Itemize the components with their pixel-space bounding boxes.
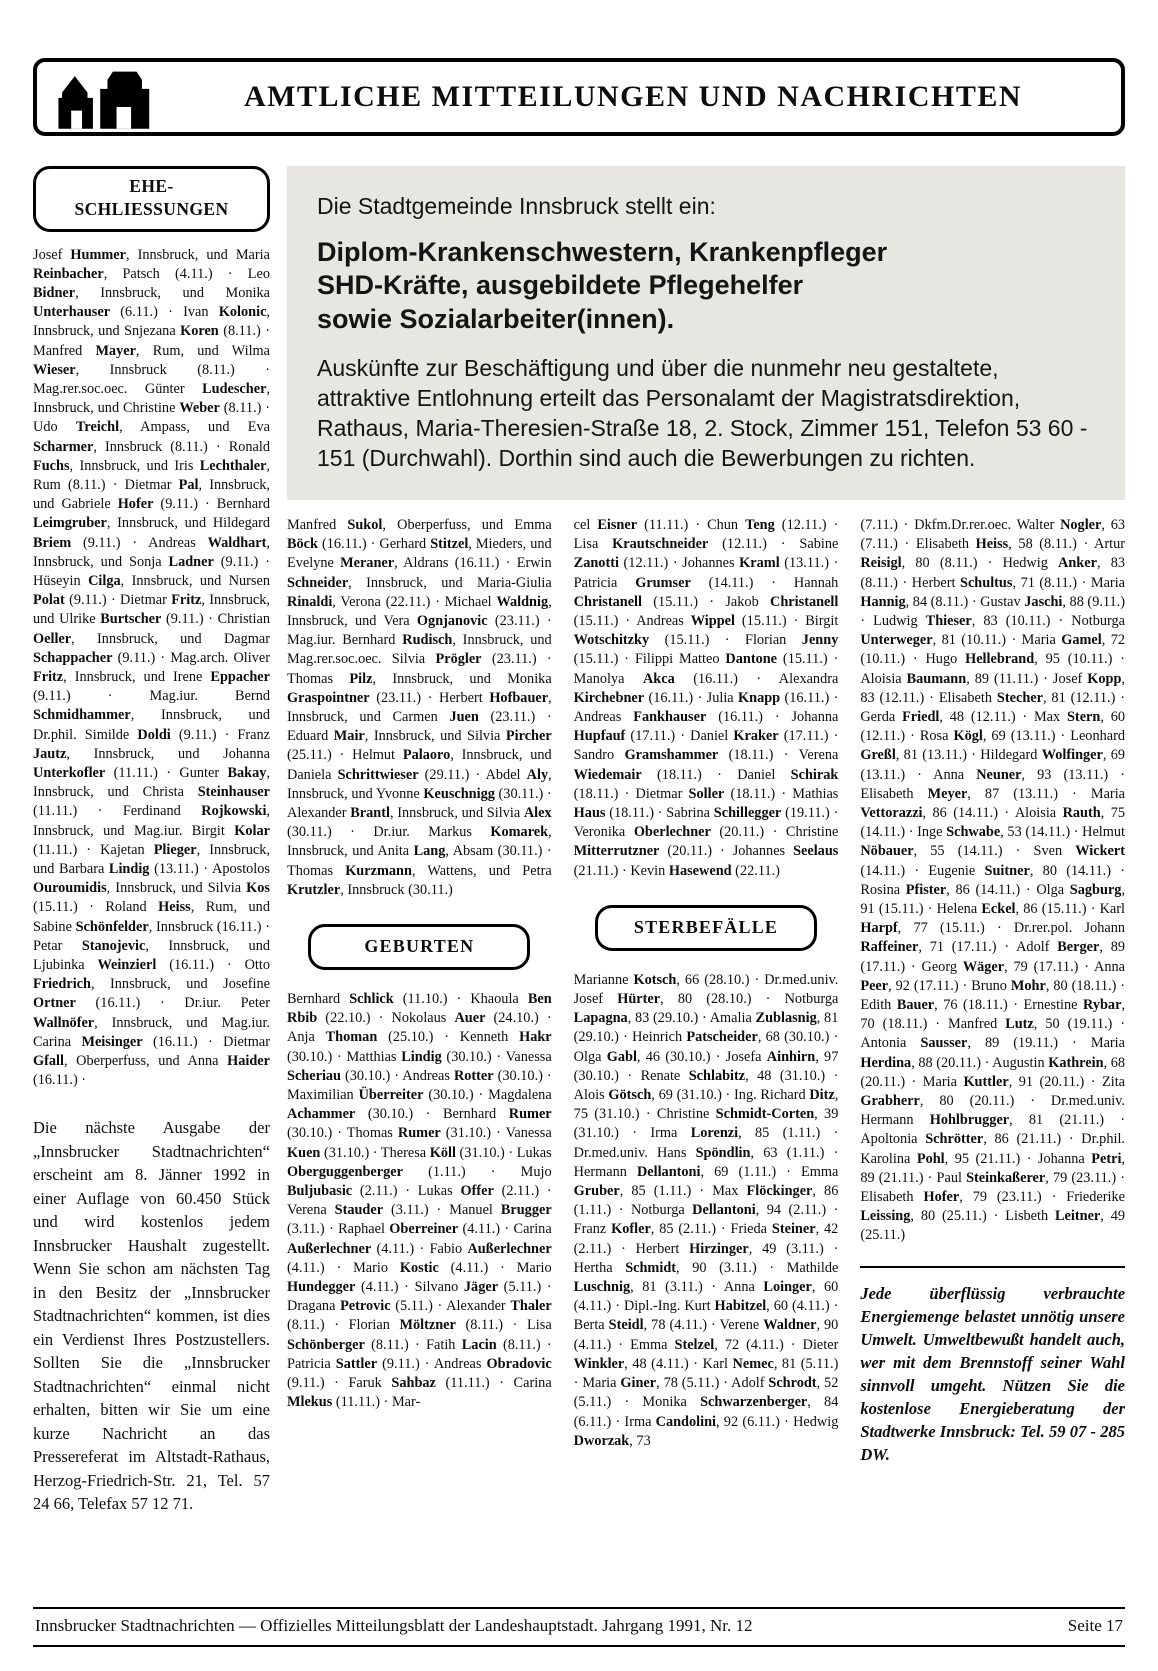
- births-text-part1: Bernhard Schlick (11.10.) · Khaoula Ben Rbib (22.10.) · Nokolaus Auer (24.10.) · Anja Thoman (25.10.) · Kenneth Hakr (30.10.) · Matthias Lindig (30.10.) · Vanessa Scheriau (30.10.) · Andreas Rotter (30.10.) · Maximilian Überreiter (30.10.) · Magdalena Achammer (30.10.) · Bernhard Rumer (30.10.) · Thomas Rumer (31.10.) · Vanessa Kuen (31.10.) · Theresa Köll (31.10.) · Lukas Oberguggenberger (1.11.) · Mujo Buljubasic (2.11.) · Lukas Offer (2.11.) · Verena Stauder (3.11.) · Manuel Brugger (3.11.) · Raphael Oberreiner (4.11.) · Carina Außerlechner (4.11.) · Fabio Außerlechner (4.11.) · Mario Kostic (4.11.) · Mario Hundegger (4.11.) · Silvano Jäger (5.11.) · Dragana Petrovic (5.11.) · Alexander Thaler (8.11.) · Florian Möltzner (8.11.) · Lisa Schönberger (8.11.) · Fatih Lacin (8.11.) · Patricia Sattler (9.11.) · Andreas Obradovic (9.11.) · Faruk Sahbaz (11.11.) · Carina Mlekus (11.11.) · Mar-: [287, 991, 552, 1411]
- deaths-text-part2: (7.11.) · Dkfm.Dr.rer.oec. Walter Nogler, 63 (7.11.) · Elisabeth Heiss, 58 (8.11.) · Artur Reisigl, 80 (8.11.) · Hedwig Anker, 83 (8.11.) · Herbert Schultus, 71 (8.11.) · Maria Hannig, 84 (8.11.) · Gustav Jaschi, 88 (9.11.) · Ludwig Thieser, 83 (10.11.) · Notburga Unterweger, 81 (10.11.) · Maria Gamel, 72 (10.11.) · Hugo Hellebrand, 95 (10.11.) · Aloisia Baumann, 89 (11.11.) · Josef Kopp, 83 (12.11.) · Elisabeth Stecher, 81 (12.11.) · Gerda Friedl, 48 (12.11.) · Max Stern, 60 (12.11.) · Rosa Kögl, 69 (13.11.) · Leonhard Greßl, 81 (13.11.) · Hildegard Wolfinger, 69 (13.11.) · Anna Neuner, 93 (13.11.) · Elisabeth Meyer, 87 (13.11.) · Maria Vettorazzi, 86 (14.11.) · Aloisia Rauth, 75 (14.11.) · Inge Schwabe, 53 (14.11.) · Helmut Nöbauer, 55 (14.11.) · Sven Wickert (14.11.) · Eugenie Suitner, 80 (14.11.) · Rosina Pfister, 86 (14.11.) · Olga Sagburg, 91 (15.11.) · Helena Eckel, 86 (15.11.) · Karl Harpf, 77 (15.11.) · Dr.rer.pol. Johann Raffeiner, 71 (17.11.) · Adolf Berger, 89 (17.11.) · Georg Wäger, 79 (17.11.) · Anna Peer, 92 (17.11.) · Bruno Mohr, 80 (18.11.) · Edith Bauer, 76 (18.11.) · Ernestine Rybar, 70 (18.11.) · Manfred Lutz, 50 (19.11.) · Antonia Sausser, 89 (19.11.) · Maria Herdina, 88 (20.11.) · Augustin Kathrein, 68 (20.11.) · Maria Kuttler, 91 (20.11.) · Zita Grabherr, 80 (20.11.) · Dr.med.univ. Hermann Hohlbrugger, 81 (21.11.) · Apoltonia Schrötter, 86 (21.11.) · Dr.phil. Karolina Pohl, 95 (21.11.) · Johanna Petri, 89 (21.11.) · Paul Steinkaßerer, 79 (23.11.) · Elisabeth Hofer, 79 (23.11.) · Friederike Leissing, 80 (25.11.) · Lisbeth Leitner, 49 (25.11.): [860, 516, 1126, 1244]
- masthead-title: AMTLICHE MITTEILUNGEN UND NACHRICHTEN: [243, 80, 1023, 113]
- city-buildings-silhouette-icon: [53, 65, 171, 129]
- column-marriages: [33, 166, 270, 1516]
- marriages-text-part1: Josef Hummer, Innsbruck, und Maria Reinbacher, Patsch (4.11.) · Leo Bidner, Innsbruck, und Monika Unterhauser (6.11.) · Ivan Kolonic, Innsbruck, und Snjezana Koren (8.11.) · Manfred Mayer, Rum, und Wilma Wieser, Innsbruck (8.11.) · Mag.rer.soc.oec. Günter Ludescher, Innsbruck, und Christine Weber (8.11.) · Udo Treichl, Ampass, und Eva Scharmer, Innsbruck (8.11.) · Ronald Fuchs, Innsbruck, und Iris Lechthaler, Rum (8.11.) · Dietmar Pal, Innsbruck, und Gabriele Hofer (9.11.) · Bernhard Leimgruber, Innsbruck, und Hildegard Briem (9.11.) · Andreas Waldhart, Innsbruck, und Sonja Ladner (9.11.) · Hüseyin Cilga, Innsbruck, und Nursen Polat (9.11.) · Dietmar Fritz, Innsbruck, und Ulrike Burtscher (9.11.) · Christian Oeller, Innsbruck, und Dagmar Schappacher (9.11.) · Mag.arch. Oliver Fritz, Innsbruck, und Irene Eppacher (9.11.) · Mag.iur. Bernd Schmidhammer, Innsbruck, und Dr.phil. Similde Doldi (9.11.) · Franz Jautz, Innsbruck, und Johanna Unterkofler (11.11.) · Gunter Bakay, Innsbruck, und Christa Steinhauser (11.11.) · Ferdinand Rojkowski, Innsbruck, und Mag.iur. Birgit Kolar (11.11.) · Kajetan Plieger, Innsbruck, und Barbara Lindig (13.11.) · Apostolos Ouroumidis, Innsbruck, und Silvia Kos (15.11.) · Roland Heiss, Rum, und Sabine Schönfelder, Innsbruck (16.11.) · Petar Stanojevic, Innsbruck, und Ljubinka Weinzierl (16.11.) · Otto Friedrich, Innsbruck, und Josefine Ortner (16.11.) · Dr.iur. Peter Wallnöfer, Innsbruck, und Mag.iur. Carina Meisinger (16.11.) · Dietmar Gfall, Oberperfuss, und Anna Haider (16.11.) ·: [33, 246, 271, 1089]
- job-ad-body: Auskünfte zur Beschäftigung und über die nunmehr neu gestaltete, attraktive Entlohnung erteilt das Personalamt der Magistratsdirektion, Rathaus, Maria-Theresien-Straße 18, 2. Stock, Zimmer 151, Telefon 53 60 - 151 (Durchwahl). Dorthin sind auch die Bewerbungen zu richten.: [317, 355, 1088, 472]
- births-text-part2: cel Eisner (11.11.) · Chun Teng (12.11.) · Lisa Krautschneider (12.11.) · Sabine Zanotti (12.11.) · Johannes Kraml (13.11.) · Patricia Grumser (14.11.) · Hannah Christanell (15.11.) · Jakob Christanell (15.11.) · Andreas Wippel (15.11.) · Birgit Wotschitzky (15.11.) · Florian Jenny (15.11.) · Filippi Matteo Dantone (15.11.) · Manolya Akca (16.11.) · Alexandra Kirchebner (16.11.) · Julia Knapp (16.11.) · Andreas Fankhauser (16.11.) · Johanna Hupfauf (17.11.) · Daniel Kraker (17.11.) · Sandro Gramshammer (18.11.) · Verena Wiedemair (18.11.) · Daniel Schirak (18.11.) · Dietmar Soller (18.11.) · Mathias Haus (18.11.) · Sabrina Schillegger (19.11.) · Veronika Oberlechner (20.11.) · Christine Mitterrutzner (20.11.) · Johannes Seelaus (21.11.) · Kevin Hasewend (22.11.): [573, 516, 839, 879]
- job-ad-headline: [317, 236, 1095, 336]
- section-heading-births: GEBURTEN: [308, 924, 530, 970]
- next-issue-notice: Die nächste Ausgabe der „Innsbrucker Stadtnachrichten“ erscheint am 8. Jänner 1992 in einer Auflage von 60.450 Stück und wird kostenlos jedem Innsbrucker Haushalt zugestellt. Wenn Sie schon am nächsten Tag in den Besitz der „Innsbrucker Stadtnachrichten“ kommen, ist dies ein Verdienst Ihres Postzustellers. Sollten Sie die „Innsbrucker Stadtnachrichten“ einmal nicht erhalten, bitten wir Sie um eine kurze Nachricht an das Pressereferat im Altstadt-Rathaus, Herzog-Friedrich-Str. 21, Tel. 57 24 66, Telefax 57 12 71.: [33, 1118, 270, 1514]
- deaths-text-part1: Marianne Kotsch, 66 (28.10.) · Dr.med.univ. Josef Hürter, 80 (28.10.) · Notburga Lapagna, 83 (29.10.) · Amalia Zublasnig, 81 (29.10.) · Heinrich Patscheider, 68 (30.10.) · Olga Gabl, 46 (30.10.) · Josefa Ainhirn, 97 (30.10.) · Renate Schlabitz, 48 (31.10.) · Alois Götsch, 69 (31.10.) · Ing. Richard Ditz, 75 (31.10.) · Christine Schmidt-Corten, 39 (31.10.) · Irma Lorenzi, 85 (1.11.) · Dr.med.univ. Hans Spöndlin, 63 (1.11.) · Hermann Dellantoni, 69 (1.11.) · Emma Gruber, 85 (1.11.) · Max Flöckinger, 86 (1.11.) · Notburga Dellantoni, 94 (2.11.) · Franz Kofler, 85 (2.11.) · Frieda Steiner, 42 (2.11.) · Herbert Hirzinger, 49 (3.11.) · Hertha Schmidt, 90 (3.11.) · Mathilde Luschnig, 81 (3.11.) · Anna Loinger, 60 (4.11.) · Dipl.-Ing. Kurt Habitzel, 60 (4.11.) · Berta Steidl, 78 (4.11.) · Verene Waldner, 90 (4.11.) · Emma Stelzel, 72 (4.11.) · Dieter Winkler, 48 (4.11.) · Karl Nemec, 81 (5.11.) · Maria Giner, 78 (5.11.) · Adolf Schrodt, 52 (5.11.) · Monika Schwarzenberger, 84 (6.11.) · Irma Candolini, 92 (6.11.) · Hedwig Dworzak, 73: [573, 971, 839, 1449]
- masthead: [33, 58, 1125, 136]
- column-3: [574, 516, 839, 1451]
- marriages-text-part2: Manfred Sukol, Oberperfuss, und Emma Böck (16.11.) · Gerhard Stitzel, Mieders, und Evelyne Meraner, Aldrans (16.11.) · Erwin Schneider, Innsbruck, und Maria-Giulia Rinaldi, Verona (22.11.) · Michael Waldnig, Innsbruck, und Vera Ognjanovic (23.11.) · Mag.iur. Bernhard Rudisch, Innsbruck, und Mag.rer.soc.oec. Silvia Prögler (23.11.) · Thomas Pilz, Innsbruck, und Monika Graspointner (23.11.) · Herbert Hofbauer, Innsbruck, und Carmen Juen (23.11.) · Eduard Mair, Innsbruck, und Silvia Pircher (25.11.) · Helmut Palaoro, Innsbruck, und Daniela Schrittwieser (29.11.) · Abdel Aly, Innsbruck, und Yvonne Keuschnigg (30.11.) · Alexander Brantl, Innsbruck, und Silvia Alex (30.11.) · Dr.iur. Markus Komarek, Innsbruck, und Anita Lang, Absam (30.11.) · Thomas Kurzmann, Wattens, und Petra Krutzler, Innsbruck (30.11.): [287, 516, 552, 898]
- job-ad-headline-line-3: sowie Sozialarbeiter(innen).: [317, 303, 675, 334]
- section-heading-deaths: STERBEFÄLLE: [595, 905, 817, 951]
- page-content: [33, 166, 1125, 1516]
- footer-imprint: Innsbrucker Stadtnachrichten — Offizielles Mitteilungsblatt der Landeshauptstadt. Jahrgang 1991, Nr. 12: [35, 1616, 753, 1635]
- heading-line-2: SCHLIESSUNGEN: [74, 198, 229, 219]
- right-area: [287, 166, 1125, 1466]
- job-ad-headline-line-2: SHD-Kräfte, ausgebildete Pflegehelfer: [317, 270, 804, 301]
- job-ad-headline-line-1: Diplom-Krankenschwestern, Krankenpfleger: [317, 237, 888, 267]
- section-heading-marriages: [33, 166, 270, 232]
- job-advertisement: [287, 166, 1125, 500]
- energy-advice-note: Jede überflüssig verbrauchte Energiemenge belastet unnötig unsere Umwelt. Umweltbewußt handelt auch, wer mit dem Brennstoff seiner Wahl sinnvoll umgeht. Nützen Sie die kostenlose Energieberatung der Stadtwerke Innsbruck: Tel. 59 07 - 285 DW.: [860, 1266, 1125, 1466]
- footer-page-number: Seite 17: [1067, 1616, 1123, 1635]
- column-2: [287, 516, 552, 1413]
- text-columns: [287, 516, 1125, 1466]
- column-4: [860, 516, 1125, 1466]
- page-footer: [33, 1607, 1125, 1647]
- job-ad-intro: Die Stadtgemeinde Innsbruck stellt ein:: [317, 193, 716, 219]
- heading-line-1: EHE-: [129, 176, 174, 196]
